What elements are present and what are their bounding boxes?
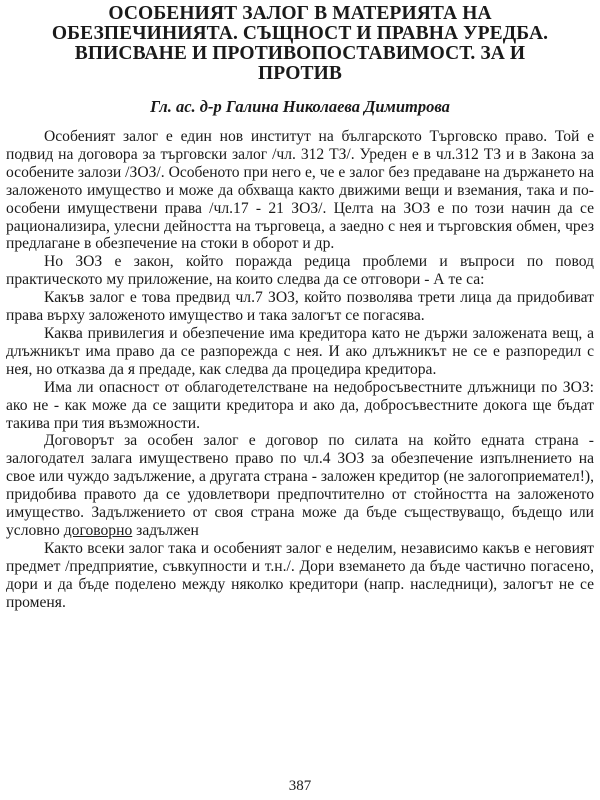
underlined-word: договорно: [63, 521, 133, 539]
paragraph: Каква привилегия и обезпечение има кредитора като не държи заложената вещ, а длъжникът има право да се разпорежда с нея. И ако длъжникът не се е разпоредил с нея, но отказва да я предаде, как следва да процедира кредитора.: [6, 324, 594, 378]
paragraph: Но ЗОЗ е закон, който поражда редица проблеми и въпроси по повод практическото му приложение, на които следва да се отговори - А те са:: [6, 253, 594, 289]
paragraph-text: Договорът за особен залог е договор по силата на който едната страна - залогодател залага имуществено право по чл.4 ЗОЗ за обезпечение изпълнението на свое или чуждо задължение, а другата страна - заложен кредитор (не залогоприемател!), придобива правото да се удовлетвори предпочтително от стойността на заложеното имущество. Задължението от своя страна може да бъде съществуващо, бъдещо или условно: [6, 432, 594, 539]
title-line: ВПИСВАНЕ И ПРОТИВОПОСТАВИМОСТ. ЗА И: [74, 43, 526, 64]
paragraph: [6, 432, 594, 539]
paragraph: Както всеки залог така и особеният залог е неделим, независимо какъв е неговият предмет /предприятие, съвкупности и т.н./. Дори вземането да бъде частично погасено, дори и да бъде поделено между няколко кредитори (напр. наследници), залогът не се променя.: [6, 539, 594, 611]
paragraph: Особеният залог е един нов институт на българското Търговско право. Той е подвид на договора за търговски залог /чл. 312 ТЗ/. Уреден е в чл.312 ТЗ и в Закона за особените залози /ЗОЗ/. Особеното при него е, че е залог без предаване на държането на заложеното имущество и може да обхваща както движими вещи и вземания, така и по-особени имуществени права /чл.17 - 21 ЗОЗ/. Целта на ЗОЗ е по този начин да се рационализира, улесни дейността на търговеца, а заедно с нея и търговския обмен, чрез предлагане в обезпечение на стоки в оборот и др.: [6, 128, 594, 253]
title-line: ПРОТИВ: [258, 63, 342, 84]
paragraph: Какъв залог е това предвид чл.7 ЗОЗ, който позволява трети лица да придобиват права върху заложеното имущество и така залогът се погасява.: [6, 289, 594, 325]
author-byline: Гл. ас. д-р Галина Николаева Димитрова: [150, 97, 450, 116]
article-title: [6, 4, 594, 84]
article-body: [6, 128, 594, 611]
title-line: ОСОБЕНИЯТ ЗАЛОГ В МАТЕРИЯТА НА: [108, 3, 492, 24]
title-line: ОБЕЗПЕЧИНИЯТА. СЪЩНОСТ И ПРАВНА УРЕДБА.: [51, 23, 549, 44]
page-number: 387: [288, 778, 312, 794]
paragraph-text-tail: задължен: [136, 521, 199, 539]
paragraph: Има ли опасност от облагодетелстване на недобросъвестните длъжници по ЗОЗ: ако не - как може да се защити кредитора и ако да, добросъвестните докога ще бъдат такива при тия възможности.: [6, 378, 594, 432]
